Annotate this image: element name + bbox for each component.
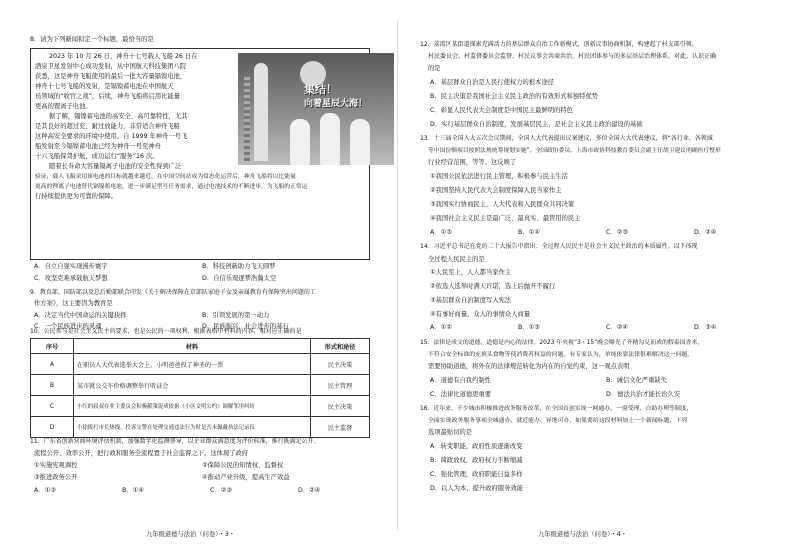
q16-option-a[interactable]: A．转变职能，政府性质逐渐改变 (430, 443, 523, 450)
article-line: 神舟十七号飞船的发射，是镉镍蓄电池在中国航天 (35, 83, 174, 90)
q13-item: ②我国坚持人民代表大会制度保障人民当家作主 (430, 187, 562, 194)
q16-stem-line: 16．近年来，不少城市积极推进政务服务改革，在全国首创实现一网通办、一窗受理、自助办理等制度， (420, 406, 693, 412)
q12-stem-line: 村民委员会、村监督委员会监督、村民议事会共商共治，村民团体参与的多层基层治理体系。对此，认识正确 (428, 53, 717, 60)
q13-item: ④我国社会主义民主是最广泛、最真实、最管用的民主 (430, 215, 581, 222)
q14-option-d[interactable]: D．③④ (694, 324, 717, 331)
q8-stem: 8．请为下列新闻拟定一个标题，最恰当的是 (30, 36, 154, 43)
q12-stem-line: 12．荔湾区某街道探索充满活力的基层群众自治工作新模式，创新议事协商机制，构建起了村支部引领、 (420, 41, 698, 48)
page-footer-4: 九年级道德与法治（问卷）・4・ (538, 531, 628, 538)
q11-option-c[interactable]: C．②③ (210, 487, 232, 494)
q12-option-c[interactable]: C．彰显人民代表大会制度是中国民主最鲜明的特色 (430, 107, 573, 114)
table-cell: 小徐拨打市长热线，投诉交警在处理交通违法行为时是否未佩戴执法记录仪 (74, 417, 311, 438)
q12-option-d[interactable]: D．实行基层群众自治制度，发展基层民主，是社会主义民主政治建设的基础 (430, 121, 643, 128)
article-line: 获悉，这是神舟飞船使用的最后一批大容量镉镍电池， (35, 73, 187, 80)
q14-item: ④有事好商量，众人的事情众人商量 (430, 311, 531, 318)
q8-option-b[interactable]: B．科技创新助力飞天圆梦 (202, 263, 276, 270)
article-line: 行持续提供更为可靠的保障。 (35, 193, 117, 200)
q12-option-a[interactable]: A．基层群众自治是人民行使权力的根本途径 (430, 79, 554, 86)
q13-option-a[interactable]: A．①③ (430, 229, 452, 236)
astronaut-figure (290, 119, 310, 165)
article-line: 是其良好的超过充、耐过放能力，非常适合神舟飞船 (35, 123, 180, 130)
q14-stem-line: 14．习近平总书记在党的二十大报告中指出：全过程人民民主是社会主义民主政治的本质属性。以下体现 (420, 243, 698, 250)
q14-stem-line: 全过程人民民主的是 (428, 256, 485, 263)
q12-stem-line: 的是 (428, 65, 441, 72)
table-cell: 某市就公交车价格调整举行听证会 (74, 375, 311, 396)
table-cell: A (31, 354, 74, 375)
article-line: 据了解，镉镍蓄电池的高安全、高可靠特性，尤其 (49, 113, 188, 120)
astronaut-figure (350, 119, 370, 165)
q15-option-b[interactable]: B．诚信文化严重缺失 (606, 377, 667, 384)
article-line: 验证，载人飞船采用该电池的目标就越来越近，在中国空间站成为常态化运营后，神舟飞船将以比能量 (35, 174, 296, 180)
q11-option-a[interactable]: A．①③ (34, 487, 56, 494)
q16-stem-line: 全面实现政务服务事项全城通办、就近能办、异地可办，如果要给这段材料加上一个新闻标题，下列 (428, 418, 688, 424)
article-line: 员领域的“收官之战”，后续，神舟飞船将启用比能量 (35, 93, 181, 100)
table-row (31, 396, 370, 417)
right-page (420, 0, 770, 548)
article-line: 船发射至今镉镍蓄电池已经为神舟一号至神舟 (35, 143, 161, 150)
table-header-row (31, 339, 370, 354)
q16-option-b[interactable]: B．简政放权，政府权力不断缩减 (430, 457, 523, 464)
q15-option-c[interactable]: C．法律比道德更重要 (430, 391, 492, 398)
q10-stem: 10．公民参与是社会主义民主的要求，也是公民的一项权利，根据表格中材料的内容，相对应正确的是 (30, 328, 302, 335)
article-line: 更高的锂离子电池。 (35, 103, 92, 110)
q13-stem-line: 等中国份额项目按照法规统筹规划实施”。全国政协委员、上海市政协科技教育委员会副主任胡卫建议明确医疗整形 (428, 148, 721, 154)
article-line: 十六飞船保驾护航，成功运行“服务”16 次。 (35, 153, 159, 160)
q14-item: ②依选人选举时满天许诺，选上后抛开不履行 (430, 283, 556, 290)
q14-item: ③基层群众自治制度写入宪法 (430, 297, 512, 304)
q9-stem-line: 9．教育部、国防部以及总后勤部联合印发《关于解决保障在京部队家庭子女及亲属教育有保障突出问题的工 (30, 289, 316, 296)
table-cell: 民主决策 (311, 396, 370, 417)
q16-stem-line: 选项最贴切的是 (428, 429, 473, 436)
article-line: 随着长寿命大容量镉离子电池的安全性得到广泛 (49, 163, 182, 170)
q15-option-d[interactable]: D．德法共治才能长治久安 (606, 391, 681, 398)
q13-stem-line: 13．十三届全国人大五次会议期间，全国人大代表提出议案建议，多位全国人大代表建议，将“各行业、各领域 (420, 135, 713, 142)
q13-stem-line: 行业经营范围，等等。这反映了 (428, 159, 517, 166)
article-line: 酒泉卫星发射中心成功发射，从中国航天科技集团八院 (35, 63, 187, 70)
q11-item: ④推动产业升级，提高生产效益 (202, 474, 290, 481)
page-footer-3: 九年级道德与法治（问卷）・3・ (146, 531, 236, 538)
q13-option-b[interactable]: B．①④ (518, 229, 540, 236)
q13-item: ③我国实行协商民主，人大代表和人民群众共同决策 (430, 201, 575, 208)
shenzhou-poster-image (238, 53, 394, 165)
q13-option-d[interactable]: D．②④ (694, 229, 717, 236)
q13-option-c[interactable]: C．②③ (606, 229, 628, 236)
q9-stem-line: 作方案》，这主要因为教育是 (34, 300, 113, 307)
poster-slogan-line-1: 集结！ (304, 83, 337, 96)
q13-item: ①我国公民依法进行民主管理，积极参与民主生活 (430, 173, 568, 180)
q14-item: ①人民至上，人人都当家作主 (430, 269, 512, 276)
table-header: 形式和途径 (311, 339, 370, 354)
q8-option-c[interactable]: C．攻坚克难承载航天梦想 (34, 275, 108, 282)
q15-stem-line: 不符合安全标准的充填头食物等使消费者权益的问题。有专家认为，单纯依靠法律很难解决这一问题， (428, 352, 694, 358)
q15-stem-line: 需要协助道德，将外在的法律规范转化为内在的自觉约束，这一观点表明 (428, 363, 630, 370)
q15-stem-line: 15．法律是成文的道德，道德是内心的法律。2023 年央视“3・15”晚会曝光了齐精勾兑而成的假泰国香米， (420, 340, 704, 346)
astronaut-figure (320, 113, 340, 165)
table-header: 材料 (74, 339, 311, 354)
q9-option-c[interactable]: C．一个民族进步的灵魂 (34, 323, 102, 330)
q11-stem-line: 流程公开、效率公开，把行政和服务全流程置于社会监督之下。这体现了政府 (34, 450, 249, 457)
q11-option-b[interactable]: B．①④ (122, 487, 144, 494)
q11-option-d[interactable]: D．②④ (298, 487, 321, 494)
poster-slogan (304, 83, 367, 111)
rocket-shape (254, 63, 268, 161)
q9-option-b[interactable]: B．引领发展的第一动力 (202, 312, 270, 319)
table-row (31, 354, 370, 375)
q14-option-a[interactable]: A．①② (430, 324, 452, 331)
q11-item: ②保障公民的知情权、监督权 (202, 462, 284, 469)
q11-item: ①实施宪观调控 (34, 462, 78, 469)
q8-option-d[interactable]: D．自信乐观逐梦浩瀚太空 (202, 275, 277, 282)
q9-option-a[interactable]: A．决定当代中国命运的关键抉择 (34, 312, 127, 319)
q16-option-c[interactable]: C．强化管理，政府职能日益多样 (430, 471, 523, 478)
q8-option-a[interactable]: A．自立自强实现漫步寰宇 (34, 263, 108, 270)
q14-option-c[interactable]: C．②④ (606, 324, 628, 331)
left-page (30, 0, 370, 548)
q12-option-b[interactable]: B．民主决策是我国社会主义民主政治的有效形式和独特优势 (430, 93, 599, 100)
table-row (31, 417, 370, 438)
page-divider (397, 20, 398, 530)
q14-option-b[interactable]: B．①③ (518, 324, 540, 331)
q11-item: ③推进政务公开 (34, 474, 78, 481)
table-cell: 民主决策 (311, 354, 370, 375)
poster-slogan-line-2: 向着星辰大海！ (304, 99, 368, 109)
table-header: 序号 (31, 339, 74, 354)
q16-option-d[interactable]: D．以人为本，提升政府服务效能 (430, 485, 524, 492)
launch-tower-shape (244, 75, 250, 161)
article-line: 这种高安全要求的环境中使用。自 1999 年神舟一号飞 (35, 133, 188, 140)
table-cell: 小红的叔叔在业主委员会积极献策促成依据《小区文明公约》调解邻里纠纷 (74, 396, 311, 417)
table-cell: 民主监督 (311, 417, 370, 438)
q11-stem-line: 11．广东省创新营商环境评估机制，加强数字化监测督导，以企业群众满意度为评价标准，推行既满足公开、 (30, 438, 320, 445)
table-row (31, 375, 370, 396)
table-cell: 在职员人大代表选举大会上，小明爸爸投了神圣的一票 (74, 354, 311, 375)
article-line: 更高的锂离子电池替代镉镍蓄电池，进一步满足型号任务需求，通过电池技术的不断进步，为飞船的正常运 (35, 184, 308, 190)
q10-table (30, 338, 370, 438)
table-cell: C (31, 396, 74, 417)
table-cell: D (31, 417, 74, 438)
q9-option-d[interactable]: D．民族振兴，社会进步的基石 (202, 323, 289, 330)
article-line: 2023 年 10 月 26 日，神舟十七号载人飞船 26 日在 (49, 53, 198, 60)
q15-option-a[interactable]: A．道德有自我约制性 (430, 377, 491, 384)
table-cell: B (31, 375, 74, 396)
table-cell: 民主管理 (311, 375, 370, 396)
